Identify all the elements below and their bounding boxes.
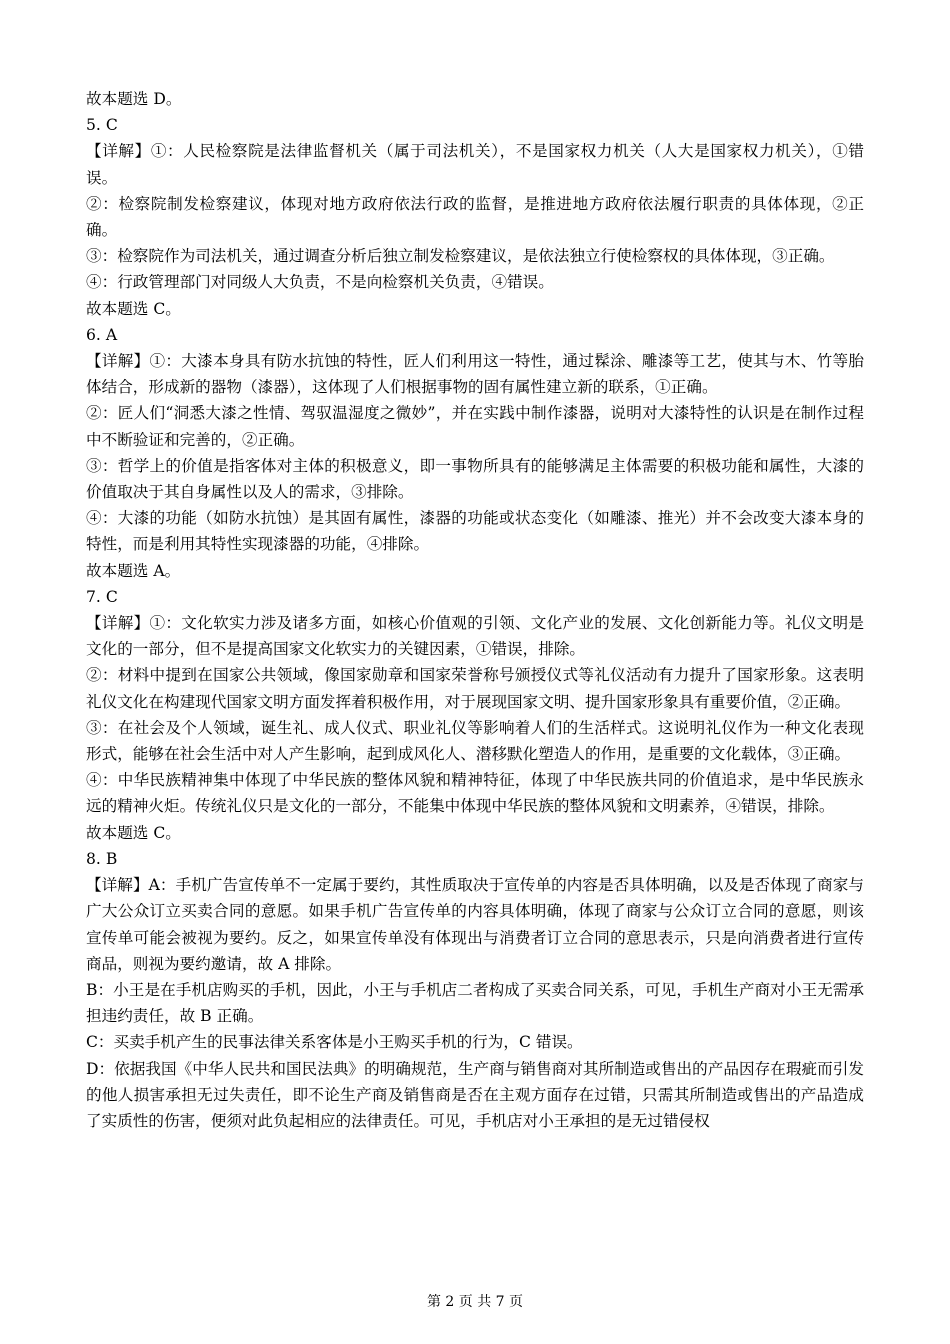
text-paragraph: B：小王是在手机店购买的手机，因此，小王与手机店二者构成了买卖合同关系，可见，手机生产商对小王无需承担违约责任，故 B 正确。 (86, 980, 864, 1026)
page-footer: 第 2 页 共 7 页 (426, 1294, 524, 1310)
question-number: 6. A (86, 325, 118, 344)
text-paragraph: ③：哲学上的价值是指客体对主体的积极意义，即一事物所具有的能够满足主体需要的积极功能和属性，大漆的价值取决于其自身属性以及人的需求，③排除。 (86, 456, 864, 502)
text-line: 故本题选 A。 (86, 561, 181, 580)
text-paragraph: 【详解】①：人民检察院是法律监督机关（属于司法机关），不是国家权力机关（人大是国家权力机关），①错误。 (86, 142, 864, 187)
text-paragraph: 【详解】①：大漆本身具有防水抗蚀的特性，匠人们利用这一特性，通过髹涂、雕漆等工艺，使其与木、竹等胎体结合，形成新的器物（漆器），这体现了人们根据事物的固有属性建立新的联系，①正确。 (86, 352, 864, 397)
text-paragraph: ④：中华民族精神集中体现了中华民族的整体风貌和精神特征，体现了中华民族共同的价值追求，是中华民族永远的精神火炬。传统礼仪只是文化的一部分，不能集中体现中华民族的整体风貌和文明素养，④错误，排除。 (86, 771, 864, 816)
text-paragraph: ④：大漆的功能（如防水抗蚀）是其固有属性，漆器的功能或状态变化（如雕漆、推光）并不会改变大漆本身的特性，而是利用其特性实现漆器的功能，④排除。 (86, 509, 864, 554)
text-paragraph: ③：检察院作为司法机关，通过调查分析后独立制发检察建议，是依法独立行使检察权的具体体现，③正确。 (86, 247, 835, 266)
text-paragraph: ②：材料中提到在国家公共领域，像国家勋章和国家荣誉称号颁授仪式等礼仪活动有力提升了国家形象。这表明礼仪文化在构建现代国家文明方面发挥着积极作用，对于展现国家文明、提升国家形象具有重要价值，②正确。 (86, 666, 864, 711)
text-paragraph: ②：匠人们“洞悉大漆之性情、驾驭温湿度之微妙”，并在实践中制作漆器，说明对大漆特性的认识是在制作过程中不断验证和完善的，②正确。 (86, 404, 864, 449)
text-line: 故本题选 C。 (86, 299, 181, 318)
text-paragraph: C：买卖手机产生的民事法律关系客体是小王购买手机的行为，C 错误。 (86, 1033, 583, 1052)
question-number: 5. C (86, 116, 118, 135)
answer-explanations (86, 86, 864, 1134)
text-paragraph: D：依据我国《中华人民共和国民法典》的明确规范，生产商与销售商对其所制造或售出的产品因存在瑕疵而引发的他人损害承担无过失责任，即不论生产商及销售商是否在主观方面存在过错，只需其所制造或售出的产品造成了实质性的伤害，便须对此负起相应的法律责任。可见，手机店对小王承担的是无过错侵权 (86, 1059, 864, 1130)
text-paragraph: 【详解】①：文化软实力涉及诸多方面，如核心价值观的引领、文化产业的发展、文化创新能力等。礼仪文明是文化的一部分，但不是提高国家文化软实力的关键因素，①错误，排除。 (86, 614, 864, 659)
text-paragraph: 【详解】A：手机广告宣传单不一定属于要约，其性质取决于宣传单的内容是否具体明确，以及是否体现了商家与广大公众订立买卖合同的意愿。如果手机广告宣传单的内容具体明确，体现了商家与公众订立合同的意愿，则该宣传单可能会被视为要约。反之，如果宣传单没有体现出与消费者订立合同的意思表示，只是向消费者进行宣传商品，则视为要约邀请，故 A 排除。 (86, 876, 864, 973)
text-paragraph: ②：检察院制发检察建议，体现对地方政府依法行政的监督，是推进地方政府依法履行职责的具体体现，②正确。 (86, 194, 864, 240)
text-line: 故本题选 C。 (86, 823, 181, 842)
text-line: 故本题选 D。 (86, 90, 182, 108)
question-number: 7. C (86, 587, 118, 606)
text-paragraph: ③：在社会及个人领域，诞生礼、成人仪式、职业礼仪等影响着人们的生活样式。这说明礼仪作为一种文化表现形式，能够在社会生活中对人产生影响，起到成风化人、潜移默化塑造人的作用，是重要的文化载体，③正确。 (86, 718, 864, 764)
text-paragraph: ④：行政管理部门对同级人大负责，不是向检察机关负责，④错误。 (86, 273, 554, 292)
question-number: 8. B (86, 849, 118, 868)
